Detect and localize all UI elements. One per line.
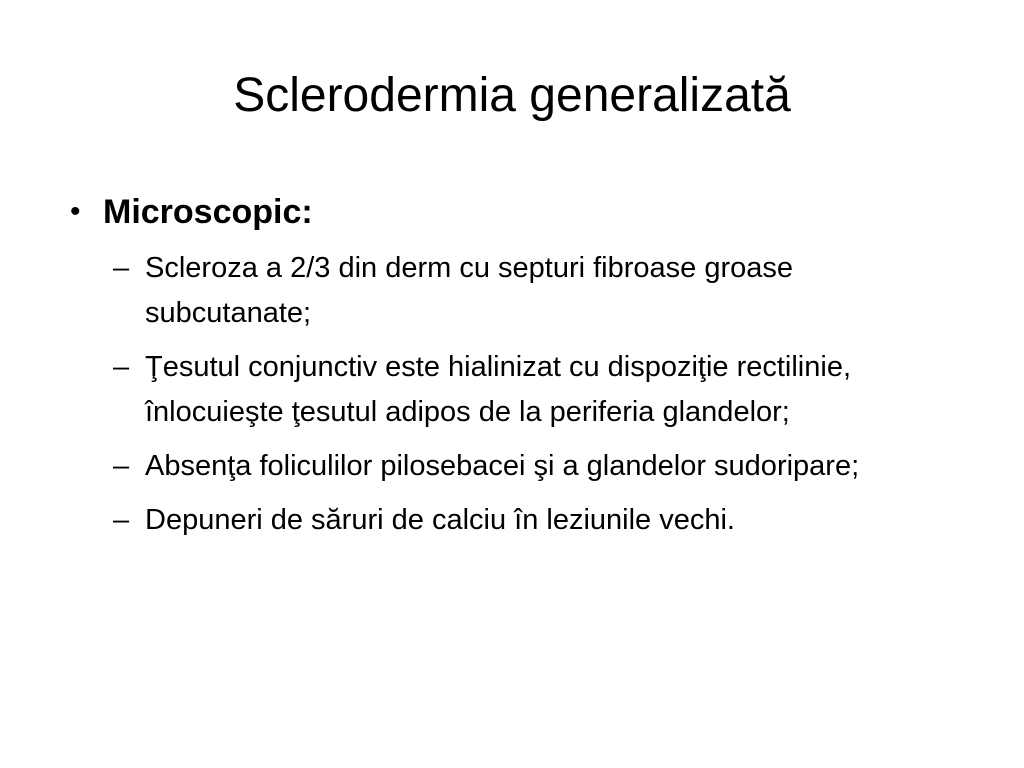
sub-bullet-item <box>113 498 965 543</box>
sub-bullet-text: Scleroza a 2/3 din derm cu septuri fibroase groase subcutanate; <box>145 252 794 329</box>
sub-bullet-text: Ţesutul conjunctiv este hialinizat cu dispoziţie rectilinie, înlocuieşte ţesutul adipos de la periferia glandelor; <box>145 351 852 428</box>
sub-bullet-item <box>113 345 965 435</box>
bullet-heading-item <box>70 186 970 238</box>
bullet-heading: Microscopic: <box>103 193 313 231</box>
sub-bullet-list <box>70 246 970 543</box>
dash-icon: – <box>113 504 130 536</box>
sub-bullet-item <box>113 444 965 489</box>
slide-title: Sclerodermia generalizată <box>233 69 791 122</box>
dash-icon: – <box>113 351 130 383</box>
dash-icon: – <box>113 450 130 482</box>
dash-icon: – <box>113 252 130 284</box>
sub-bullet-text: Absenţa foliculilor pilosebacei şi a glandelor sudoripare; <box>145 450 860 482</box>
bullet-icon: • <box>70 195 81 228</box>
slide-content <box>70 186 970 552</box>
sub-bullet-text: Depuneri de săruri de calciu în leziunile vechi. <box>145 504 735 536</box>
sub-bullet-item <box>113 246 965 336</box>
